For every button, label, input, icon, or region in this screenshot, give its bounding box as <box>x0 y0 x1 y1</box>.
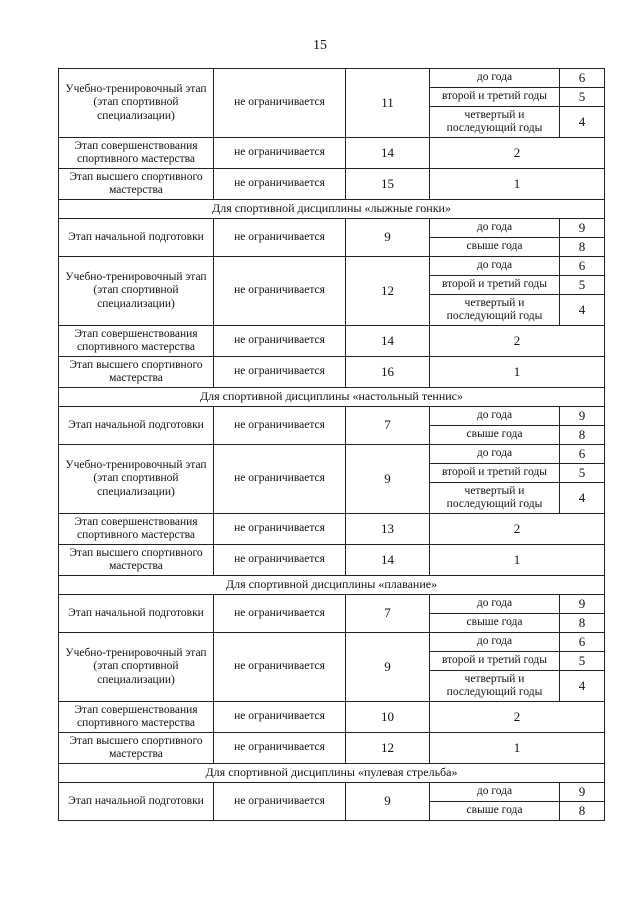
value-cell: 1 <box>430 357 605 388</box>
section-header-row <box>59 764 605 783</box>
table-row <box>59 257 605 276</box>
stage-name-cell: Этап начальной подготовки <box>59 407 214 445</box>
table-row <box>59 783 605 802</box>
limit-cell: не ограничивается <box>214 545 346 576</box>
value-cell: 2 <box>430 702 605 733</box>
year-cell: второй и третий годы <box>430 652 560 671</box>
min-age-cell: 10 <box>346 702 430 733</box>
stage-name-cell: Учебно-тренировочный этап (этап спортивной специализации) <box>59 69 214 138</box>
value-cell: 2 <box>430 326 605 357</box>
min-age-cell: 11 <box>346 69 430 138</box>
min-age-cell: 9 <box>346 633 430 702</box>
table-row <box>59 545 605 576</box>
value-cell: 1 <box>430 733 605 764</box>
table-row <box>59 69 605 88</box>
section-header-row <box>59 576 605 595</box>
count-cell: 5 <box>560 276 605 295</box>
year-cell: до года <box>430 633 560 652</box>
sports-stages-table <box>58 68 605 821</box>
min-age-cell: 14 <box>346 545 430 576</box>
count-cell: 6 <box>560 257 605 276</box>
year-cell: до года <box>430 219 560 238</box>
stage-name-cell: Этап высшего спортивного мастерства <box>59 169 214 200</box>
table-row <box>59 445 605 464</box>
year-cell: до года <box>430 783 560 802</box>
count-cell: 9 <box>560 783 605 802</box>
stage-name-cell: Этап совершенствования спортивного мастерства <box>59 702 214 733</box>
stage-name-cell: Этап высшего спортивного мастерства <box>59 733 214 764</box>
year-cell: свыше года <box>430 802 560 821</box>
limit-cell: не ограничивается <box>214 257 346 326</box>
table-row <box>59 514 605 545</box>
limit-cell: не ограничивается <box>214 357 346 388</box>
min-age-cell: 13 <box>346 514 430 545</box>
table-row <box>59 733 605 764</box>
year-cell: второй и третий годы <box>430 88 560 107</box>
count-cell: 4 <box>560 671 605 702</box>
year-cell: до года <box>430 69 560 88</box>
stage-name-cell: Учебно-тренировочный этап (этап спортивной специализации) <box>59 445 214 514</box>
limit-cell: не ограничивается <box>214 733 346 764</box>
section-title: Для спортивной дисциплины «лыжные гонки» <box>59 200 605 219</box>
stage-name-cell: Этап совершенствования спортивного мастерства <box>59 138 214 169</box>
page-number: 15 <box>313 38 327 53</box>
year-cell: второй и третий годы <box>430 464 560 483</box>
count-cell: 9 <box>560 595 605 614</box>
limit-cell: не ограничивается <box>214 326 346 357</box>
table-row <box>59 407 605 426</box>
count-cell: 8 <box>560 802 605 821</box>
count-cell: 4 <box>560 295 605 326</box>
limit-cell: не ограничивается <box>214 633 346 702</box>
count-cell: 5 <box>560 464 605 483</box>
count-cell: 9 <box>560 407 605 426</box>
section-title: Для спортивной дисциплины «плавание» <box>59 576 605 595</box>
year-cell: свыше года <box>430 614 560 633</box>
year-cell: до года <box>430 257 560 276</box>
year-cell: до года <box>430 407 560 426</box>
section-title: Для спортивной дисциплины «настольный теннис» <box>59 388 605 407</box>
count-cell: 6 <box>560 633 605 652</box>
value-cell: 1 <box>430 545 605 576</box>
count-cell: 5 <box>560 88 605 107</box>
limit-cell: не ограничивается <box>214 407 346 445</box>
count-cell: 9 <box>560 219 605 238</box>
count-cell: 6 <box>560 445 605 464</box>
limit-cell: не ограничивается <box>214 169 346 200</box>
table-row <box>59 138 605 169</box>
min-age-cell: 14 <box>346 326 430 357</box>
year-cell: свыше года <box>430 426 560 445</box>
count-cell: 8 <box>560 614 605 633</box>
value-cell: 1 <box>430 169 605 200</box>
table-row <box>59 169 605 200</box>
limit-cell: не ограничивается <box>214 595 346 633</box>
section-header-row <box>59 200 605 219</box>
min-age-cell: 15 <box>346 169 430 200</box>
stage-name-cell: Этап высшего спортивного мастерства <box>59 357 214 388</box>
count-cell: 8 <box>560 238 605 257</box>
count-cell: 5 <box>560 652 605 671</box>
table-row <box>59 633 605 652</box>
min-age-cell: 14 <box>346 138 430 169</box>
table-row <box>59 219 605 238</box>
min-age-cell: 12 <box>346 733 430 764</box>
stage-name-cell: Этап начальной подготовки <box>59 219 214 257</box>
year-cell: четвертый и последующий годы <box>430 483 560 514</box>
table-row <box>59 595 605 614</box>
year-cell: четвертый и последующий годы <box>430 107 560 138</box>
table-row <box>59 357 605 388</box>
year-cell: второй и третий годы <box>430 276 560 295</box>
stage-name-cell: Этап начальной подготовки <box>59 595 214 633</box>
table-row <box>59 702 605 733</box>
stage-name-cell: Учебно-тренировочный этап (этап спортивной специализации) <box>59 257 214 326</box>
min-age-cell: 9 <box>346 445 430 514</box>
limit-cell: не ограничивается <box>214 702 346 733</box>
year-cell: до года <box>430 595 560 614</box>
year-cell: свыше года <box>430 238 560 257</box>
section-title: Для спортивной дисциплины «пулевая стрельба» <box>59 764 605 783</box>
year-cell: четвертый и последующий годы <box>430 295 560 326</box>
limit-cell: не ограничивается <box>214 783 346 821</box>
min-age-cell: 7 <box>346 595 430 633</box>
count-cell: 4 <box>560 483 605 514</box>
min-age-cell: 7 <box>346 407 430 445</box>
stage-name-cell: Учебно-тренировочный этап (этап спортивной специализации) <box>59 633 214 702</box>
value-cell: 2 <box>430 514 605 545</box>
min-age-cell: 16 <box>346 357 430 388</box>
min-age-cell: 12 <box>346 257 430 326</box>
limit-cell: не ограничивается <box>214 219 346 257</box>
limit-cell: не ограничивается <box>214 514 346 545</box>
min-age-cell: 9 <box>346 219 430 257</box>
year-cell: четвертый и последующий годы <box>430 671 560 702</box>
year-cell: до года <box>430 445 560 464</box>
count-cell: 4 <box>560 107 605 138</box>
table-row <box>59 326 605 357</box>
min-age-cell: 9 <box>346 783 430 821</box>
section-header-row <box>59 388 605 407</box>
limit-cell: не ограничивается <box>214 138 346 169</box>
count-cell: 6 <box>560 69 605 88</box>
value-cell: 2 <box>430 138 605 169</box>
limit-cell: не ограничивается <box>214 69 346 138</box>
limit-cell: не ограничивается <box>214 445 346 514</box>
stage-name-cell: Этап совершенствования спортивного мастерства <box>59 514 214 545</box>
stage-name-cell: Этап начальной подготовки <box>59 783 214 821</box>
stage-name-cell: Этап высшего спортивного мастерства <box>59 545 214 576</box>
stage-name-cell: Этап совершенствования спортивного мастерства <box>59 326 214 357</box>
count-cell: 8 <box>560 426 605 445</box>
